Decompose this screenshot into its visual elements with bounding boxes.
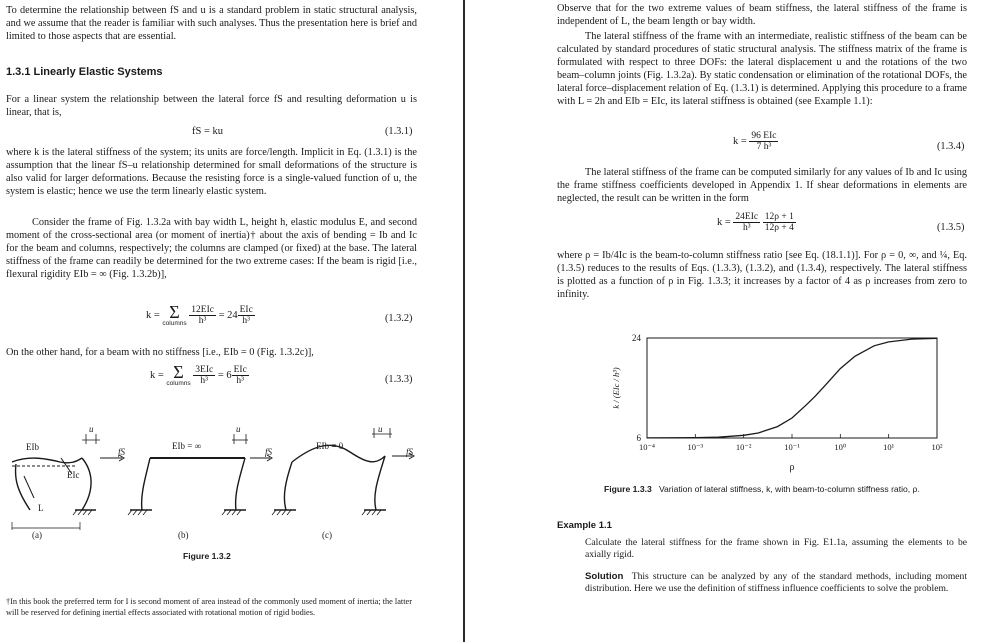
eq3-lhs: k = (150, 369, 164, 381)
eq3-fraction-1 (193, 365, 215, 386)
figure-1-3-2-caption: Figure 1.3.2 (183, 551, 231, 561)
eq5-den1: h³ (742, 223, 751, 233)
label-eib: EIb (26, 442, 39, 452)
eq3-den1: h³ (200, 376, 209, 386)
x-tick-label: 10⁻² (735, 442, 752, 452)
eq5-num2: 12ρ + 1 (764, 212, 794, 222)
eq2-mid: = 24 (218, 309, 238, 321)
summation-symbol: Σ columns (166, 362, 191, 387)
frame-paragraph: Consider the frame of Fig. 1.3.2a with bay width L, height h, elastic modulus E, and second moment of the cross-sectional area (or moment of inertia)† about the axis of bending = Ib and Ic for the beam and columns, respectively; the columns are clamped (or fixed) at the base. The lateral stiffness of the frame can readily be determined for the two extreme cases: If the beam is rigid [i.e., flexural rigidity EIb = ∞ (Fig. 1.3.2b)], (6, 217, 417, 280)
x-axis-label: ρ (789, 462, 795, 473)
equation-number-1-3-3: (1.3.3) (385, 374, 413, 385)
subfigure-c-label: (c) (322, 530, 332, 540)
eq3-mid: = 6 (217, 369, 232, 381)
eq2-lhs: k = (146, 309, 160, 321)
y-tick-label: 24 (632, 333, 641, 343)
label-fs-c: fS (406, 447, 414, 457)
equation-1-3-2 (146, 304, 255, 327)
footnote: †In this book the preferred term for I is second moment of area instead of the commonly used moment of inertia; the latter will be reserved for defining inertial effects associated with rotational motion of rigid bodies. (6, 597, 412, 618)
y-axis-label: k / (EIc / h³) (611, 367, 621, 409)
x-tick-label: 10¹ (883, 442, 895, 452)
x-tick-label: 10⁻⁴ (639, 442, 655, 452)
intermediate-stiffness-paragraph: The lateral stiffness of the frame with an intermediate, realistic stiffness of the beam can be calculated by standard procedures of static structural analysis. The stiffness matrix of the frame is formulated with respect to three DOFs: the lateral displacement u and the rotations of the two beam–column joints (Fig. 1.3.2a). By static condensation or elimination of the rotational DOFs, the lateral force–displacement relation of Eq. (1.3.1) is determined. Applying this procedure to a frame with L = 2h and EIb = EIc, its lateral stiffness is obtained (see Example 1.1): (557, 31, 967, 107)
eq5-num1: 24EIc (735, 212, 759, 222)
left-page (0, 0, 462, 642)
equation-1-3-3 (150, 364, 249, 387)
eq3-den2: h³ (236, 376, 245, 386)
page-divider (463, 0, 465, 642)
eq5-fraction-2 (763, 212, 796, 233)
figure-1-3-3-text: Variation of lateral stiffness, k, with beam-to-column stiffness ratio, ρ. (658, 484, 920, 494)
eq5-lhs: k = (717, 216, 731, 228)
eq4-num: 96 EIc (751, 131, 777, 141)
eq4-fraction (749, 131, 778, 152)
figure-1-3-3-number: Figure 1.3.3 (604, 484, 652, 494)
stiffness-ratio-chart (607, 326, 947, 486)
plot-frame (647, 338, 937, 438)
equation-number-1-3-2: (1.3.2) (385, 313, 413, 324)
equation-1-3-1: fS = ku (192, 126, 224, 137)
equation-number-1-3-4: (1.3.4) (937, 141, 965, 152)
extreme-values-paragraph: Observe that for the two extreme values of beam stiffness, the lateral stiffness of the frame is independent of L, the beam length or bay width. (557, 3, 967, 27)
eq3-sum-subscript: columns (166, 380, 191, 387)
equation-number-1-3-5: (1.3.5) (937, 222, 965, 233)
intro-paragraph: To determine the relationship between fS and u is a standard problem in static structural analysis, and we assume that the reader is familiar with such analyses. Thus the presentation here is brief and limited to those aspects that are essential. (6, 5, 417, 42)
eq3-num1: 3EIc (195, 365, 214, 375)
summation-symbol: Σ columns (162, 302, 187, 327)
eq5-fraction-1 (733, 212, 760, 233)
figure-1-3-3-caption (604, 484, 920, 494)
eq4-lhs: k = (733, 135, 747, 147)
eq2-sum-subscript: columns (162, 320, 187, 327)
label-u-a: u (89, 424, 94, 434)
x-tick-label: 10⁻³ (687, 442, 704, 452)
stiffness-curve (647, 338, 937, 438)
y-tick-label: 6 (636, 433, 641, 443)
eq5-den2: 12ρ + 4 (764, 223, 794, 233)
example-text: Calculate the lateral stiffness for the frame shown in Fig. E1.1a, assuming the elements to be axially rigid. (585, 537, 967, 560)
section-heading: 1.3.1 Linearly Elastic Systems (6, 66, 163, 78)
linear-system-paragraph: For a linear system the relationship between the lateral force fS and resulting deformation u is linear, that is, (6, 94, 417, 118)
label-u-c: u (378, 424, 383, 434)
solution-paragraph (585, 571, 967, 595)
stiffness-paragraph: where k is the lateral stiffness of the system; its units are force/length. Implicit in Eq. (1.3.1) is the assumption that the linear fS–u relationship determined for small deformations of the structure is also valid for larger deformations. Because the resisting force is a single-valued function of u, the system is elastic; hence we use the term linearly elastic system. (6, 147, 417, 197)
x-tick-label: 10² (931, 442, 943, 452)
label-eib-zero: EIb = 0 (316, 441, 344, 451)
frame-coefficients-paragraph: The lateral stiffness of the frame can be computed similarly for any values of Ib and Ic using the frame stiffness coefficients developed in Appendix 1. If shear deformations in elements are neglected, the result can be written in the form (557, 167, 967, 204)
eq3-num2: EIc (233, 365, 247, 375)
eq4-den: 7 h³ (756, 142, 772, 152)
eq2-den2: h³ (242, 316, 251, 326)
label-span: L (38, 503, 44, 513)
equation-number-1-3-1: (1.3.1) (385, 126, 413, 137)
subfigure-b-label: (b) (178, 530, 189, 540)
subfigure-a-label: (a) (32, 530, 42, 540)
eq2-num2: EIc (239, 305, 253, 315)
solution-label: Solution (585, 571, 624, 582)
eq2-den1: h³ (198, 316, 207, 326)
equation-1-3-5 (717, 212, 796, 233)
label-u-b: u (236, 424, 241, 434)
example-heading: Example 1.1 (557, 520, 612, 531)
label-fs-b: fS (265, 447, 273, 457)
right-page (467, 0, 1001, 642)
x-tick-label: 10⁻¹ (784, 442, 800, 452)
label-eic: EIc (67, 470, 80, 480)
label-fs-a: fS (118, 447, 126, 457)
eq2-num1: 12EIc (191, 305, 214, 315)
solution-text: This structure can be analyzed by any of the standard methods, including moment distribution. Here we use the definition of stiffness influence coefficients to solve the problem. (585, 571, 967, 594)
eq2-fraction-2 (238, 305, 255, 326)
eq2-fraction-1 (189, 305, 216, 326)
x-tick-label: 10⁰ (834, 442, 847, 452)
equation-1-3-4 (733, 131, 778, 152)
eq3-fraction-2 (232, 365, 249, 386)
zero-stiffness-paragraph: On the other hand, for a beam with no stiffness [i.e., EIb = 0 (Fig. 1.3.2c)], (6, 347, 314, 358)
label-eib-infinite: EIb = ∞ (172, 441, 201, 451)
stiffness-ratio-paragraph: where ρ = Ib/4Ic is the beam-to-column stiffness ratio [see Eq. (18.1.1)]. For ρ = 0, ∞, and ¼, Eq. (1.3.5) reduces to the results of Eqs. (1.3.3), (1.3.2), and (1.3.4), respectively. The lateral stiffness is plotted as a function of ρ in Fig. 1.3.3; it increases by a factor of 4 as ρ increases from zero to infinity. (557, 250, 967, 300)
